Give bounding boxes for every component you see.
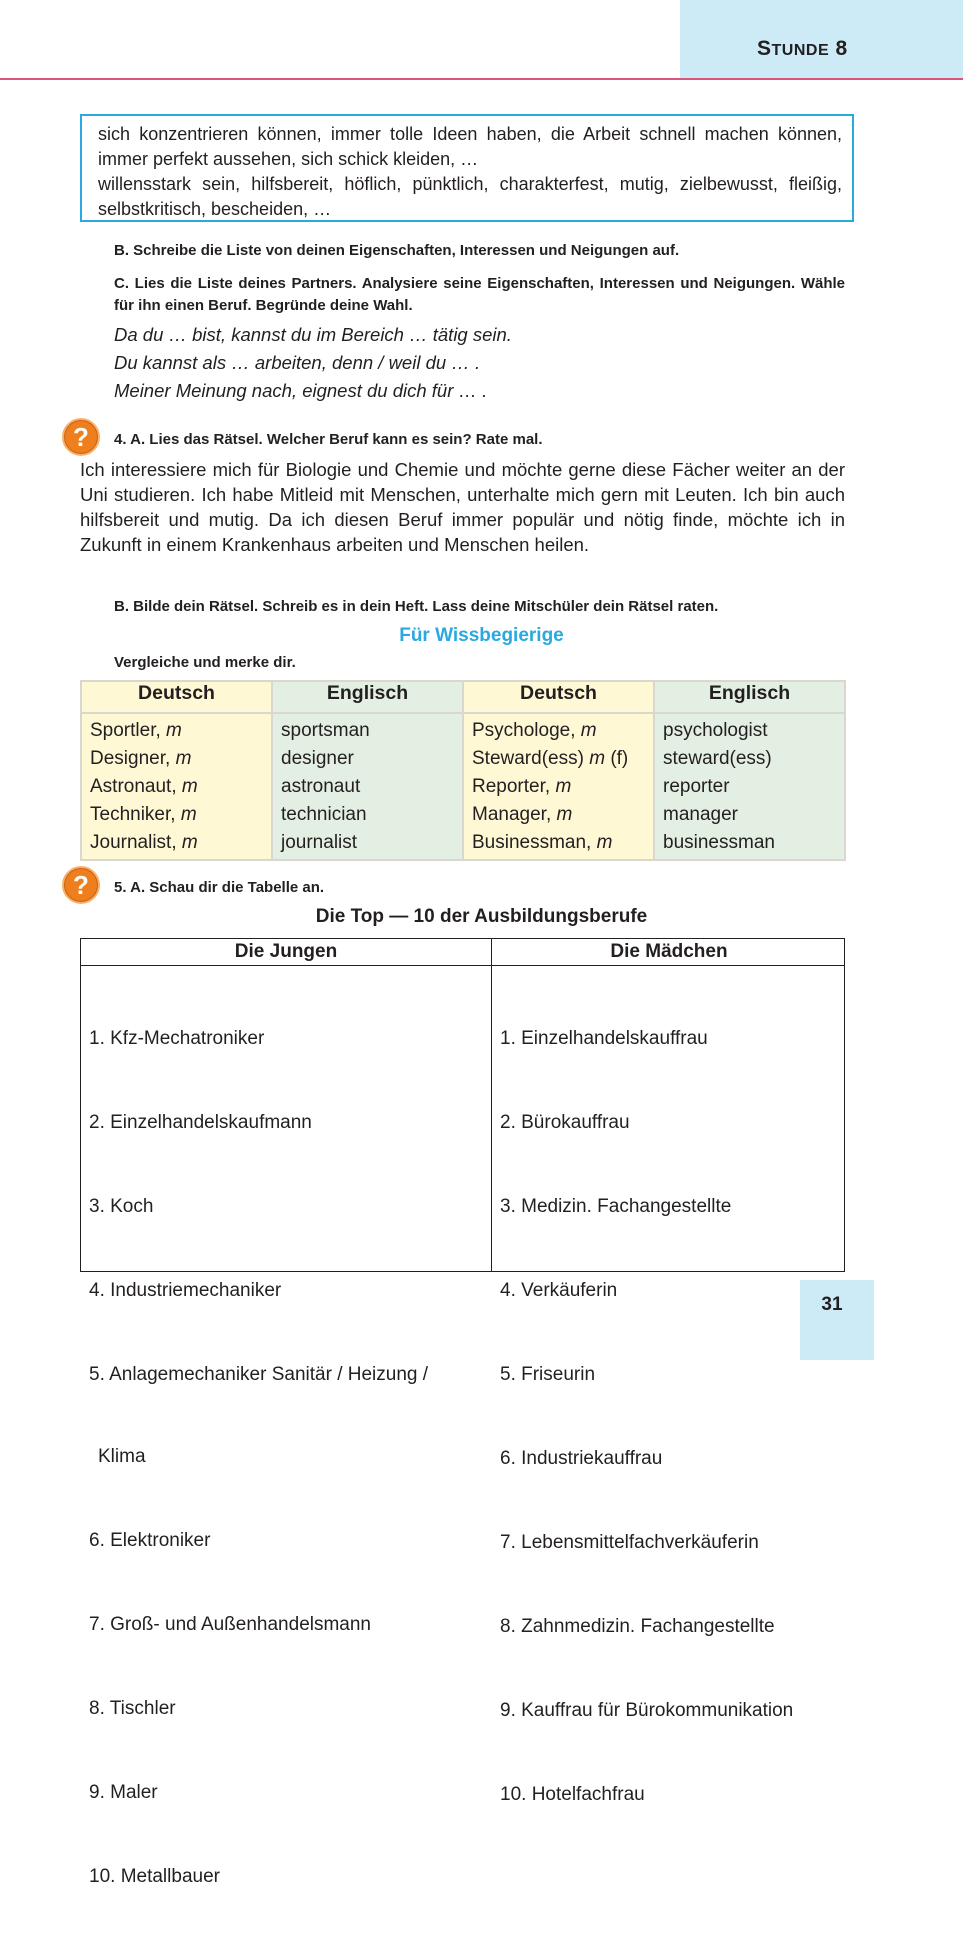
list-item: 8. Tischler bbox=[89, 1698, 176, 1719]
vocab-body-row bbox=[81, 713, 845, 860]
girls-header: Die Mädchen bbox=[610, 941, 728, 962]
vocab-cell: Designer, m bbox=[90, 748, 192, 769]
vocab-header-row bbox=[81, 681, 845, 713]
ideas-box bbox=[80, 114, 854, 222]
list-item: Klima bbox=[98, 1446, 146, 1467]
task-3b: B. Schreibe die Liste von deinen Eigenschaften, Interessen und Neigungen auf. bbox=[114, 242, 680, 259]
task-3c: C. Lies die Liste deines Partners. Analysiere seine Eigenschaften, Interessen und Neigungen. Wähle für ihn einen Beruf. Begründe deine Wahl. bbox=[114, 275, 845, 314]
list-item: 7. Lebensmittelfachverkäuferin bbox=[500, 1532, 759, 1553]
vocab-cell: Manager, m bbox=[472, 804, 573, 825]
vocab-header: Englisch bbox=[272, 681, 463, 713]
list-item: 2. Bürokauffrau bbox=[500, 1112, 630, 1133]
phrase-list bbox=[114, 321, 845, 405]
vocab-header: Deutsch bbox=[81, 681, 272, 713]
section-heading: Für Wissbegierige bbox=[399, 625, 564, 646]
vocab-cell: Businessman, m bbox=[472, 832, 613, 853]
page-number-band bbox=[800, 1280, 874, 1360]
list-item: 10. Metallbauer bbox=[89, 1866, 220, 1887]
list-item: 6. Elektroniker bbox=[89, 1530, 211, 1551]
ideas-line-1: sich konzentrieren können, immer tolle Ideen haben, die Arbeit schnell machen können, immer perfekt aussehen, sich schick kleiden, … bbox=[98, 124, 842, 169]
compare-instruction: Vergleiche und merke dir. bbox=[114, 654, 296, 671]
question-icon: ? bbox=[62, 866, 100, 904]
vocab-cell: businessman bbox=[663, 832, 775, 853]
vocab-cell: Psychologe, m bbox=[472, 720, 597, 741]
list-item: 2. Einzelhandelskaufmann bbox=[89, 1112, 312, 1133]
vocab-col-de-2 bbox=[463, 713, 654, 860]
task-5a: 5. A. Schau dir die Tabelle an. bbox=[114, 879, 325, 896]
vocab-col-en-2 bbox=[654, 713, 845, 860]
column-divider bbox=[491, 939, 492, 1271]
vocab-cell: journalist bbox=[281, 832, 358, 853]
vocab-cell: manager bbox=[663, 804, 738, 825]
phrase-3: Meiner Meinung nach, eignest du dich für … . bbox=[114, 380, 488, 401]
list-item: 4. Industriemechaniker bbox=[89, 1280, 282, 1301]
task-4a: 4. A. Lies das Rätsel. Welcher Beruf kann es sein? Rate mal. bbox=[114, 431, 543, 448]
list-item: 9. Maler bbox=[89, 1782, 158, 1803]
task-4b: B. Bilde dein Rätsel. Schreib es in dein Heft. Lass deine Mitschüler dein Rätsel raten. bbox=[114, 598, 719, 615]
list-item: 4. Verkäuferin bbox=[500, 1280, 618, 1301]
phrase-2: Du kannst als … arbeiten, denn / weil du … . bbox=[114, 352, 481, 373]
header-rule bbox=[0, 78, 963, 80]
list-item: 6. Industriekauffrau bbox=[500, 1448, 663, 1469]
vocab-header: Deutsch bbox=[463, 681, 654, 713]
vocab-cell: astronaut bbox=[281, 776, 361, 797]
vocab-cell: reporter bbox=[663, 776, 730, 797]
vocab-col-de-1 bbox=[81, 713, 272, 860]
vocab-table bbox=[80, 680, 846, 861]
list-item: 10. Hotelfachfrau bbox=[500, 1784, 645, 1805]
vocab-cell: sportsman bbox=[281, 720, 370, 741]
list-item: 1. Einzelhandelskauffrau bbox=[500, 1028, 708, 1049]
vocab-cell: Reporter, m bbox=[472, 776, 572, 797]
list-item: 1. Kfz-Mechatroniker bbox=[89, 1028, 265, 1049]
list-item: 3. Medizin. Fachangestellte bbox=[500, 1196, 732, 1217]
vocab-header: Englisch bbox=[654, 681, 845, 713]
list-item: 8. Zahnmedizin. Fachangestellte bbox=[500, 1616, 775, 1637]
vocab-cell: Steward(ess) m (f) bbox=[472, 748, 629, 769]
boys-list bbox=[89, 969, 489, 1947]
vocab-col-en-1 bbox=[272, 713, 463, 860]
vocab-cell: steward(ess) bbox=[663, 748, 772, 769]
question-icon: ? bbox=[62, 418, 100, 456]
vocab-cell: psychologist bbox=[663, 720, 768, 741]
boys-header: Die Jungen bbox=[234, 941, 338, 962]
list-item: 5. Friseurin bbox=[500, 1364, 596, 1385]
table-title: Die Top — 10 der Ausbildungsberufe bbox=[315, 906, 648, 927]
header-divider bbox=[81, 965, 844, 966]
vocab-cell: Sportler, m bbox=[90, 720, 182, 741]
list-item: 7. Groß- und Außenhandelsmann bbox=[89, 1614, 372, 1635]
phrase-1: Da du … bist, kannst du im Bereich … tätig sein. bbox=[114, 324, 512, 345]
riddle-text: Ich interessiere mich für Biologie und Chemie und möchte gerne diese Fächer weiter an der Uni studieren. Ich habe Mitleid mit Menschen, unterhalte mich gern mit Leuten. Ich bin auch hilfsbereit und mutig. Da ich diesen Beruf immer populär und nötig finde, möchte ich in Zukunft in einem Krankenhaus arbeiten und Menschen heilen. bbox=[80, 459, 845, 555]
page-number: 31 bbox=[821, 1294, 843, 1315]
vocab-cell: technician bbox=[281, 804, 367, 825]
lesson-title: STUNDE 8 bbox=[757, 37, 848, 60]
vocab-cell: Techniker, m bbox=[90, 804, 197, 825]
vocab-cell: designer bbox=[281, 748, 354, 769]
list-item: 3. Koch bbox=[89, 1196, 154, 1217]
vocab-cell: Astronaut, m bbox=[90, 776, 198, 797]
list-item: 9. Kauffrau für Bürokommunikation bbox=[500, 1700, 794, 1721]
list-item: 5. Anlagemechaniker Sanitär / Heizung / bbox=[89, 1364, 429, 1385]
ideas-line-2: willensstark sein, hilfsbereit, höflich, pünktlich, charakterfest, mutig, zielbewusst, fleißig, selbstkritisch, bescheiden, … bbox=[98, 174, 842, 219]
girls-list bbox=[500, 969, 840, 1865]
vocab-cell: Journalist, m bbox=[90, 832, 198, 853]
